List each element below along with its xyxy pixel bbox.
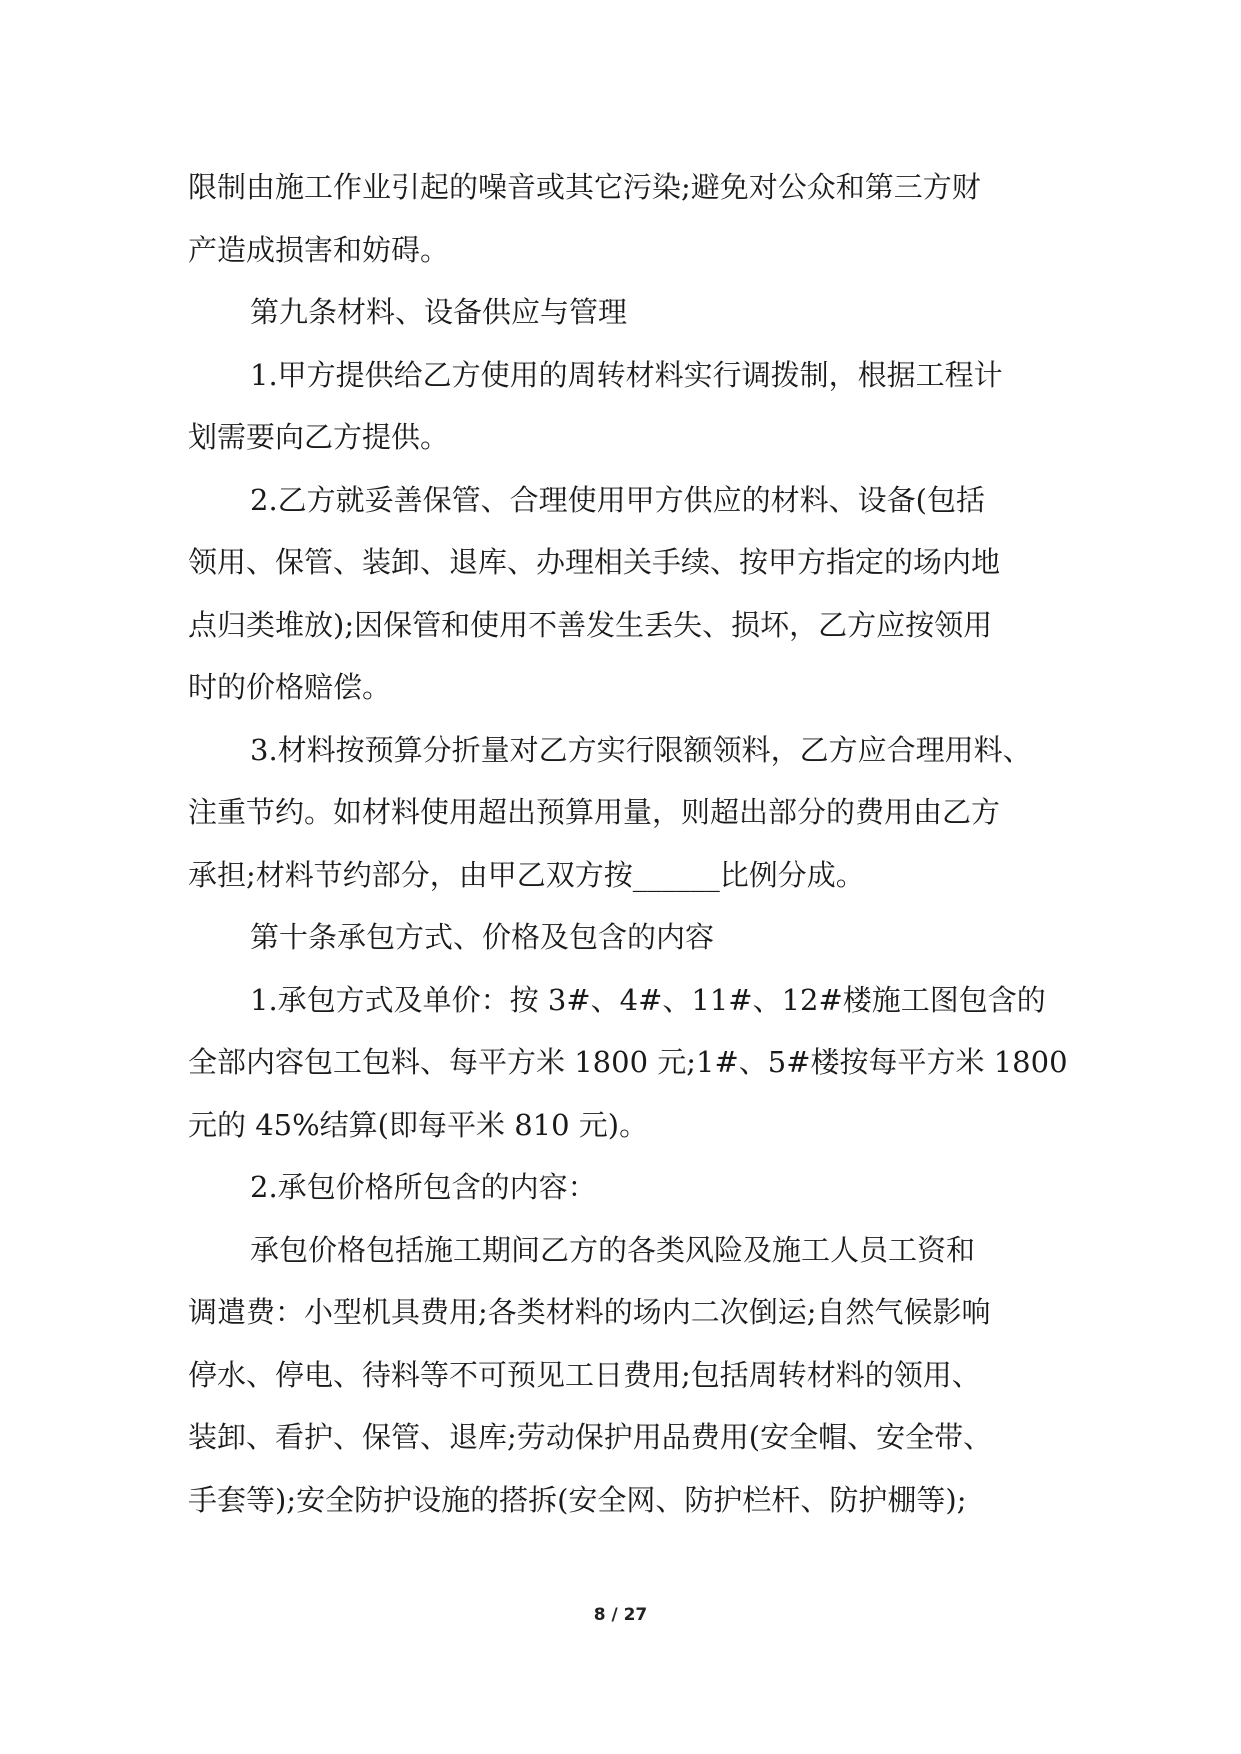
text-line: 手套等);安全防护设施的搭拆(安全网、防护栏杆、防护棚等); (188, 1482, 967, 1517)
text-line: 点归类堆放);因保管和使用不善发生丢失、损坏，乙方应按领用 (188, 607, 993, 642)
text-line: 3.材料按预算分折量对乙方实行限额领料，乙方应合理用料、 (250, 732, 1032, 767)
text-line: 1.承包方式及单价：按 3#、4#、11#、12#楼施工图包含的 (250, 982, 1046, 1017)
text-line: 2.乙方就妥善保管、合理使用甲方供应的材料、设备(包括 (250, 482, 985, 517)
text-line: 产造成损害和妨碍。 (188, 232, 450, 267)
section-heading: 第十条承包方式、价格及包含的内容 (250, 920, 715, 954)
text-line: 1.甲方提供给乙方使用的周转材料实行调拨制，根据工程计 (250, 357, 1003, 392)
text-line: 全部内容包工包料、每平方米 1800 元;1#、5#楼按每平方米 1800 (188, 1045, 1068, 1079)
text-line: 承担;材料节约部分，由甲乙双方按______比例分成。 (188, 857, 865, 892)
text-line: 划需要向乙方提供。 (188, 420, 450, 454)
text-line: 限制由施工作业引起的噪音或其它污染;避免对公众和第三方财 (188, 170, 981, 204)
text-line: 领用、保管、装卸、退库、办理相关手续、按甲方指定的场内地 (188, 545, 1001, 579)
document-body (188, 156, 1068, 1531)
text-line: 调遣费：小型机具费用;各类材料的场内二次倒运;自然气候影响 (188, 1295, 991, 1329)
text-line: 装卸、看护、保管、退库;劳动保护用品费用(安全帽、安全带、 (188, 1420, 993, 1454)
text-line: 停水、停电、待料等不可预见工日费用;包括周转材料的领用、 (188, 1357, 981, 1392)
section-heading: 第九条材料、设备供应与管理 (250, 295, 628, 329)
text-line: 时的价格赔偿。 (188, 670, 392, 704)
text-line: 注重节约。如材料使用超出预算用量，则超出部分的费用由乙方 (188, 795, 1001, 829)
text-line: 元的 45%结算(即每平米 810 元)。 (188, 1107, 649, 1142)
text-line: 2.承包价格所包含的内容： (250, 1170, 597, 1204)
text-line: 承包价格包括施工期间乙方的各类风险及施工人员工资和 (250, 1232, 976, 1267)
page-number: 8 / 27 (593, 1605, 648, 1625)
